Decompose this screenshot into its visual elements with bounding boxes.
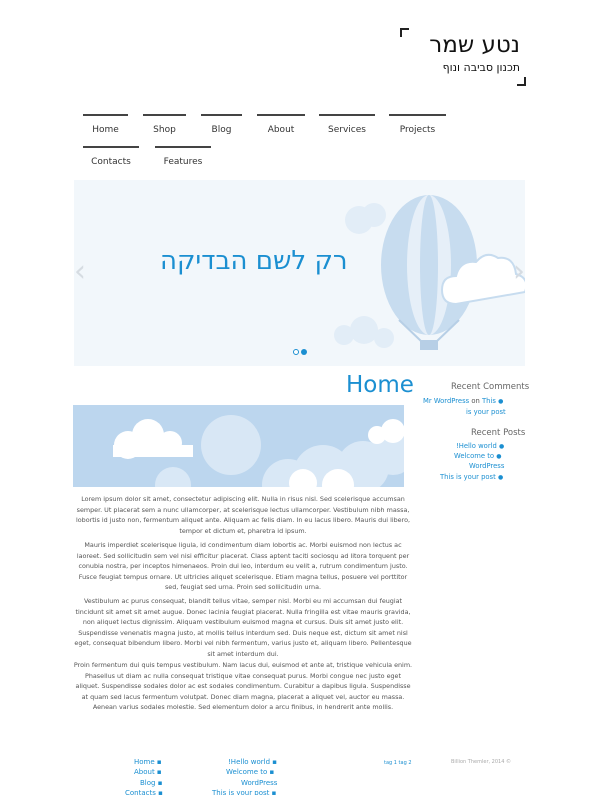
- footer-link[interactable]: Home ▪: [134, 758, 162, 766]
- page-title: Home: [346, 372, 414, 398]
- nav-blog[interactable]: Blog: [201, 114, 242, 135]
- paragraph-3: Vestibulum ac purus consequat, blandit tellus vitae, semper nisl. Morbi eu mi accumsan dui feugiat tincidunt sit amet sit amet augue. Donec lacinia feugiat placerat. Nulla fringilla est vitae mauris gravida, non aliquet lectus dignissim. Aliquam vestibulum euismod magna et cursus. Duis sit amet justo elit. Suspendisse venenatis magna justo, at mollis tellus interdum sed. Duis neque est, dictum sit amet nisl eget, consequat bibendum libero. Morbi vel nibh fermentum, varius justo et, aliquam libero. Pellentesque sit amet interdum dui.: [74, 597, 412, 658]
- footer-post-link[interactable]: This is your post ▪: [212, 789, 277, 795]
- recent-post-item: [454, 452, 502, 460]
- nav-projects[interactable]: Projects: [389, 114, 446, 135]
- hero-slider: [74, 180, 525, 366]
- recent-posts-title: Recent Posts: [471, 428, 526, 438]
- logo-subtitle: תכנון סביבה ונוף: [442, 61, 520, 74]
- footer-post-link[interactable]: !Hello world ▪: [228, 758, 278, 766]
- slider-caption: רק לשם הבדיקה: [160, 246, 348, 276]
- nav-about[interactable]: About: [257, 114, 305, 135]
- chevron-left-icon[interactable]: ‹: [74, 254, 86, 289]
- slider-dot-1[interactable]: [293, 349, 299, 355]
- recent-post-link-cont[interactable]: WordPress: [469, 462, 505, 470]
- comment-post-link-rest[interactable]: is your post: [466, 408, 506, 416]
- logo-title: נטע שמר: [429, 32, 520, 58]
- comment-post-link[interactable]: This: [482, 397, 496, 405]
- bullet-icon: ●: [497, 474, 504, 481]
- nav-shop[interactable]: Shop: [143, 114, 186, 135]
- footer-link[interactable]: Blog ▪: [140, 779, 163, 787]
- bullet-icon: ●: [498, 398, 504, 405]
- recent-post-link[interactable]: !Hello world: [456, 442, 497, 450]
- content-banner-image: [73, 405, 404, 487]
- bullet-icon: ●: [499, 443, 505, 450]
- comment-author-link[interactable]: Mr WordPress: [423, 397, 470, 405]
- comment-on-label: on: [471, 397, 480, 405]
- recent-comments-title: Recent Comments: [451, 382, 530, 392]
- site-logo[interactable]: [398, 26, 526, 86]
- paragraph-2: Mauris imperdiet scelerisque ligula, id condimentum diam lobortis ac. Morbi euismod non lectus ac laoreet. Sed sollicitudin sem vel nisi efficitur placerat. Class aptent taciti sociosqu ad litora torquent per conubia nostra, per inceptos himenaeos. Proin dui leo, interdum eu velit a, rutrum condimentum justo. Fusce feugiat tempus ornare. Ut ultricies aliquet scelerisque. Etiam magna tellus, posuere vel porttitor sed, feugiat sed urna. Proin sed sollicitudin urna.: [76, 541, 410, 592]
- footer-copyright: Billion Themler, 2014 ©: [451, 759, 511, 765]
- nav-services[interactable]: Services: [319, 114, 375, 135]
- logo-bracket-top-left: [400, 28, 409, 37]
- footer-post-link[interactable]: Welcome to ▪: [226, 768, 275, 776]
- nav-contacts[interactable]: Contacts: [83, 146, 139, 167]
- chevron-right-icon[interactable]: ›: [513, 254, 525, 289]
- bullet-icon: ●: [496, 453, 502, 460]
- footer-link[interactable]: Contacts ▪: [125, 789, 163, 795]
- nav-home[interactable]: Home: [83, 114, 128, 135]
- recent-post-link[interactable]: Welcome to: [454, 452, 495, 460]
- footer-link[interactable]: About ▪: [134, 768, 162, 776]
- recent-post-item: [456, 442, 504, 450]
- paragraph-1: Lorem ipsum dolor sit amet, consectetur adipiscing elit. Nulla in risus nisl. Sed scelerisque accumsan semper. Ut placerat sem a nunc ullamcorper, at scelerisque lectus ullamcorper. Vestibulum nibh massa, lobortis id justo non, fermentum aliquet ante. Aliquam ac felis diam. In eu lacus libero. Mauris dui libero, tempor et dictum et, pharetra id ipsum.: [75, 495, 411, 535]
- recent-post-item: [440, 473, 503, 481]
- paragraph-4: Proin fermentum dui quis tempus vestibulum. Nam lacus dui, euismod et ante at, tristique vehicula enim. Phasellus ut diam ac nulla consequat tristique vitae consequat purus. Morbi congue nec justo eget aliquet. Suspendisse sodales dolor ac est sodales condimentum. Curabitur a dapibus ligula. Suspendisse at quam sed lacus fermentum volutpat. Donec diam magna, placerat a aliquet vel, auctor eu massa. Aenean varius sodales molestie. Sed elementum dolor a arcu finibus, in hendrerit ante mollis.: [73, 661, 413, 712]
- logo-bracket-bottom-right: [517, 77, 526, 86]
- footer-tags[interactable]: tag 1 tag 2: [384, 760, 412, 766]
- nav-features[interactable]: Features: [155, 146, 211, 167]
- slider-dot-2[interactable]: [301, 349, 307, 355]
- footer-post-link-cont[interactable]: WordPress: [241, 779, 278, 787]
- recent-post-link[interactable]: This is your post: [440, 473, 496, 481]
- comment-entry: [423, 397, 503, 405]
